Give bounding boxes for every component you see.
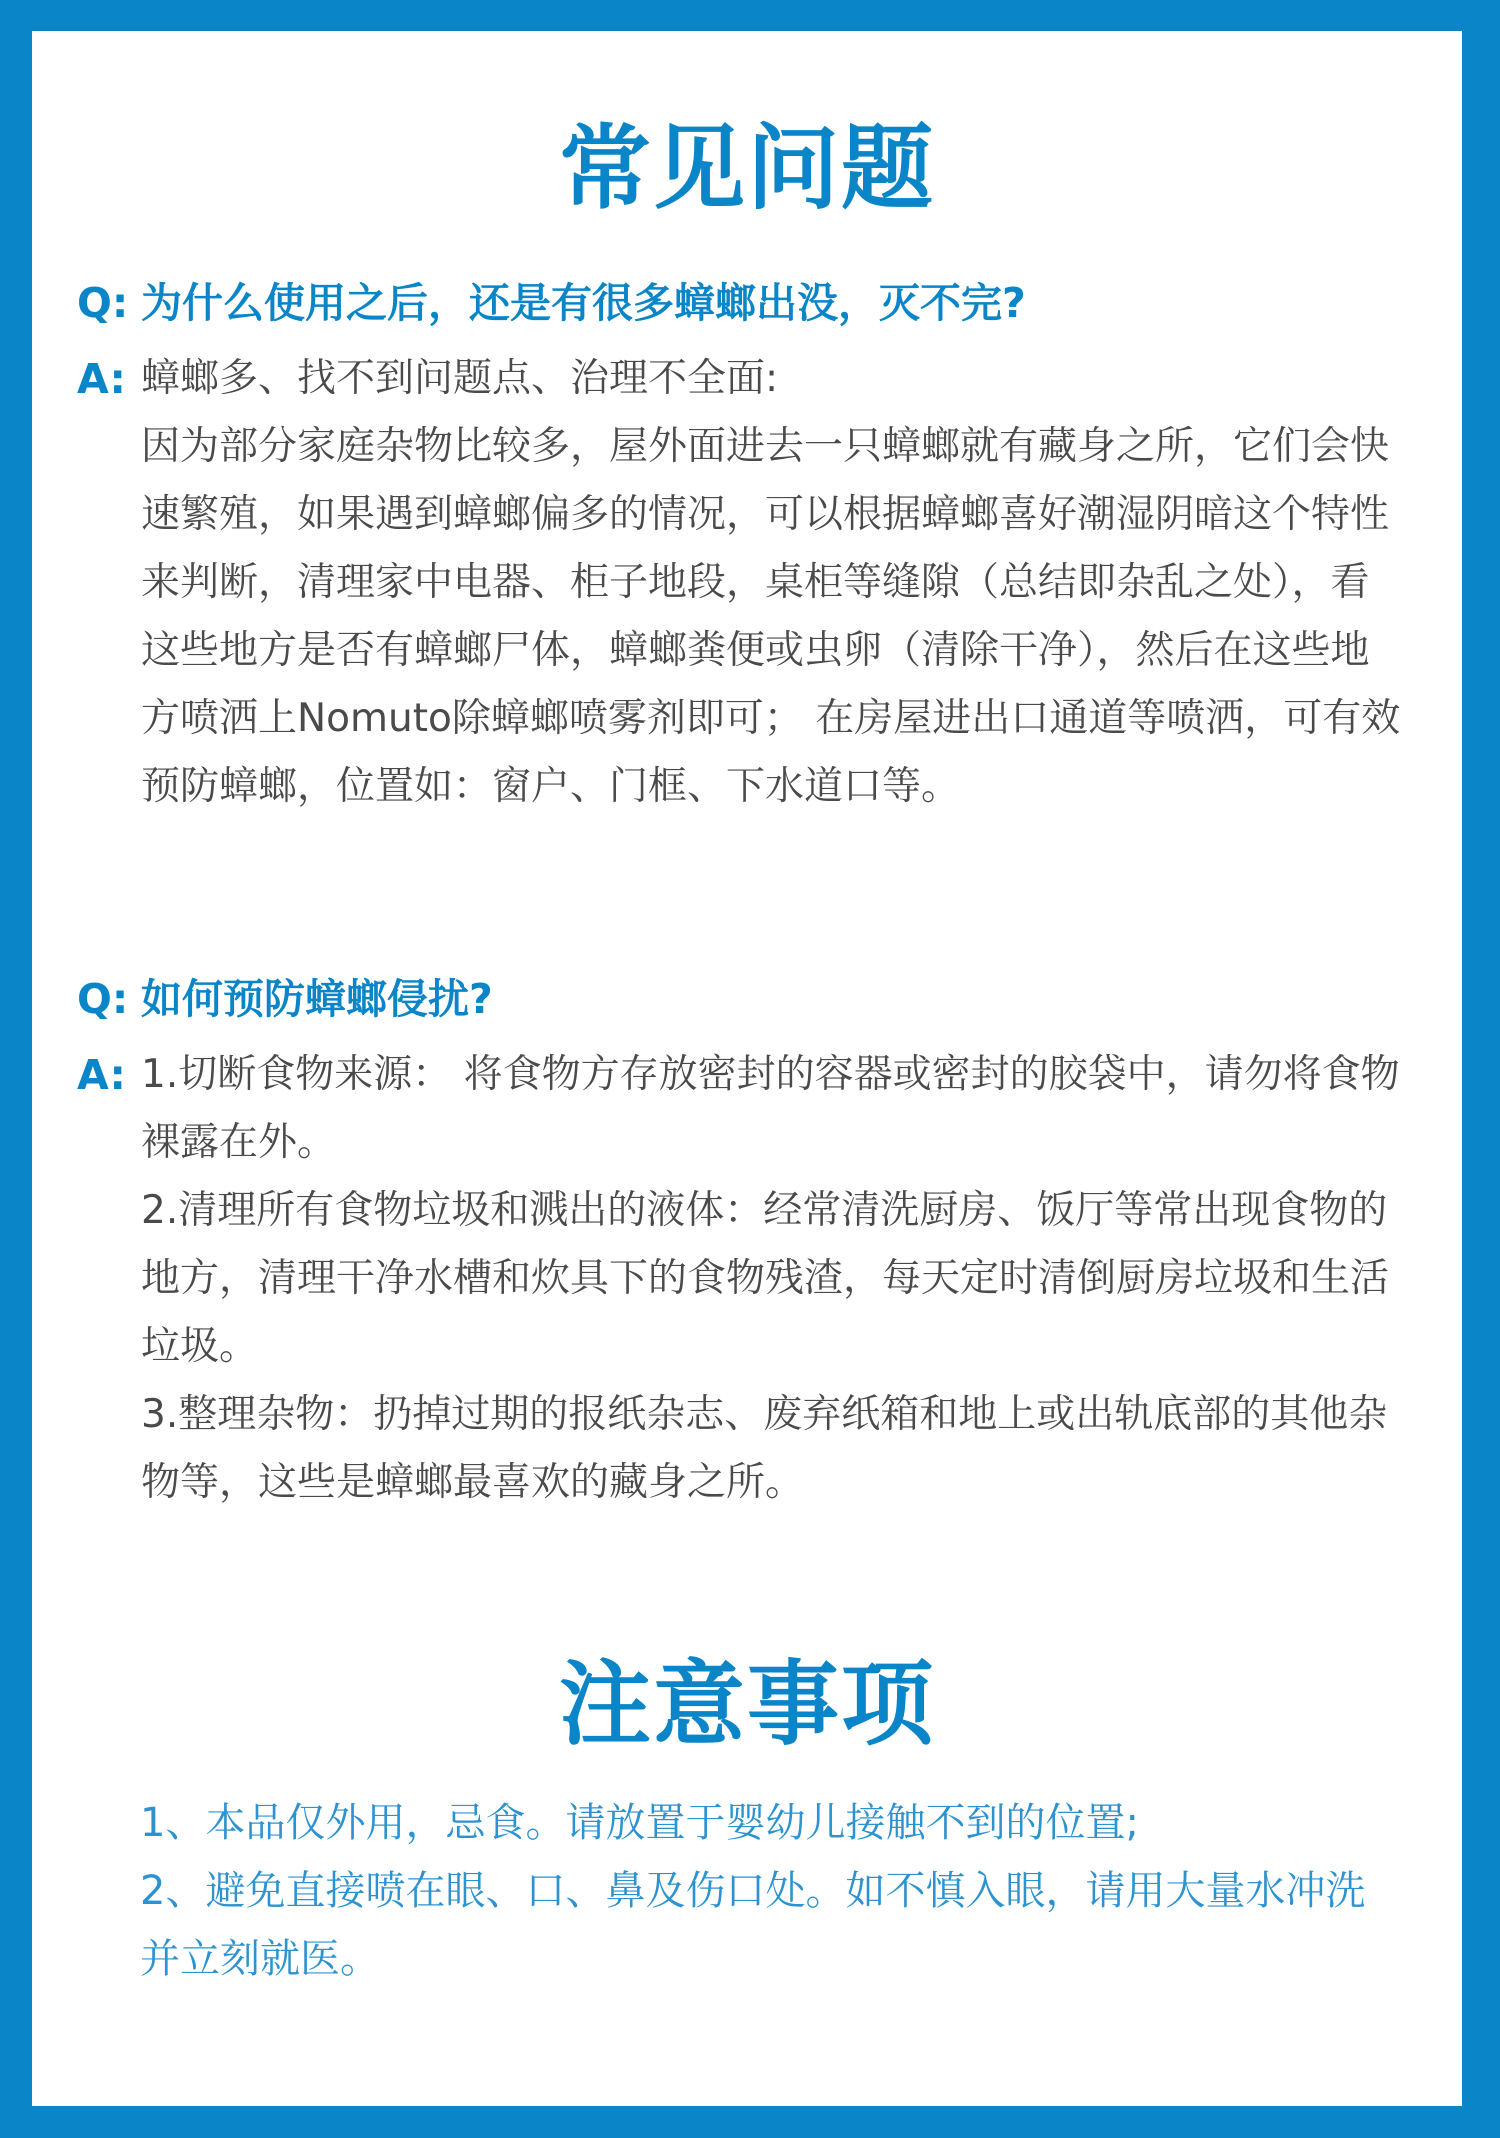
answer-paragraph: 1.切断食物来源： 将食物方存放密封的容器或密封的胶袋中，请勿将食物裸露在外。 (141, 1052, 1400, 1165)
answer-paragraph: 2.清理所有食物垃圾和溅出的液体：经常清洗厨房、饭厅等常出现食物的地方，清理干净水槽和炊具下的食物残渣，每天定时清倒厨房垃圾和生活垃圾。 (141, 1188, 1390, 1369)
answer-label: A: (77, 355, 126, 403)
answer-paragraph: 蟑螂多、找不到问题点、治理不全面: (141, 356, 779, 401)
question-label: Q: (77, 975, 129, 1023)
answer-body (141, 345, 1407, 821)
content-card (32, 31, 1462, 2106)
answer-label: A: (77, 1051, 126, 1099)
faq-item (77, 275, 1407, 821)
answer-paragraph: 3.整理杂物：扔掉过期的报纸杂志、废弃纸箱和地上或出轨底部的其他杂物等，这些是蟑螂最喜欢的藏身之所。 (141, 1392, 1388, 1505)
question-text: 为什么使用之后，还是有很多蟑螂出没，灭不完? (141, 279, 1026, 327)
answer-row (77, 1041, 1407, 1517)
question-row (77, 971, 1407, 1027)
answer-body (141, 1041, 1407, 1517)
notice-list (140, 1789, 1400, 1993)
notice-item: 1、本品仅外用，忌食。请放置于婴幼儿接触不到的位置; (140, 1800, 1139, 1846)
faq-title: 常见问题 (558, 115, 935, 222)
question-row (77, 275, 1407, 331)
question-label: Q: (77, 279, 129, 327)
faq-item (77, 971, 1407, 1517)
notice-title: 注意事项 (558, 1651, 935, 1758)
answer-paragraph: 因为部分家庭杂物比较多，屋外面进去一只蟑螂就有藏身之所，它们会快速繁殖，如果遇到蟑螂偏多的情况，可以根据蟑螂喜好潮湿阴暗这个特性来判断，清理家中电器、柜子地段，桌柜等缝隙（总结即杂乱之处），看这些地方是否有蟑螂尸体，蟑螂粪便或虫卵（清除干净），然后在这些地方喷洒上Nomuto除蟑螂喷雾剂即可； 在房屋进出口通道等喷洒，可有效预防蟑螂，位置如：窗户、门框、下水道口等。 (141, 424, 1401, 809)
answer-row (77, 345, 1407, 821)
question-text: 如何预防蟑螂侵扰? (141, 975, 493, 1023)
notice-item: 2、避免直接喷在眼、口、鼻及伤口处。如不慎入眼，请用大量水冲洗并立刻就医。 (140, 1868, 1366, 1982)
